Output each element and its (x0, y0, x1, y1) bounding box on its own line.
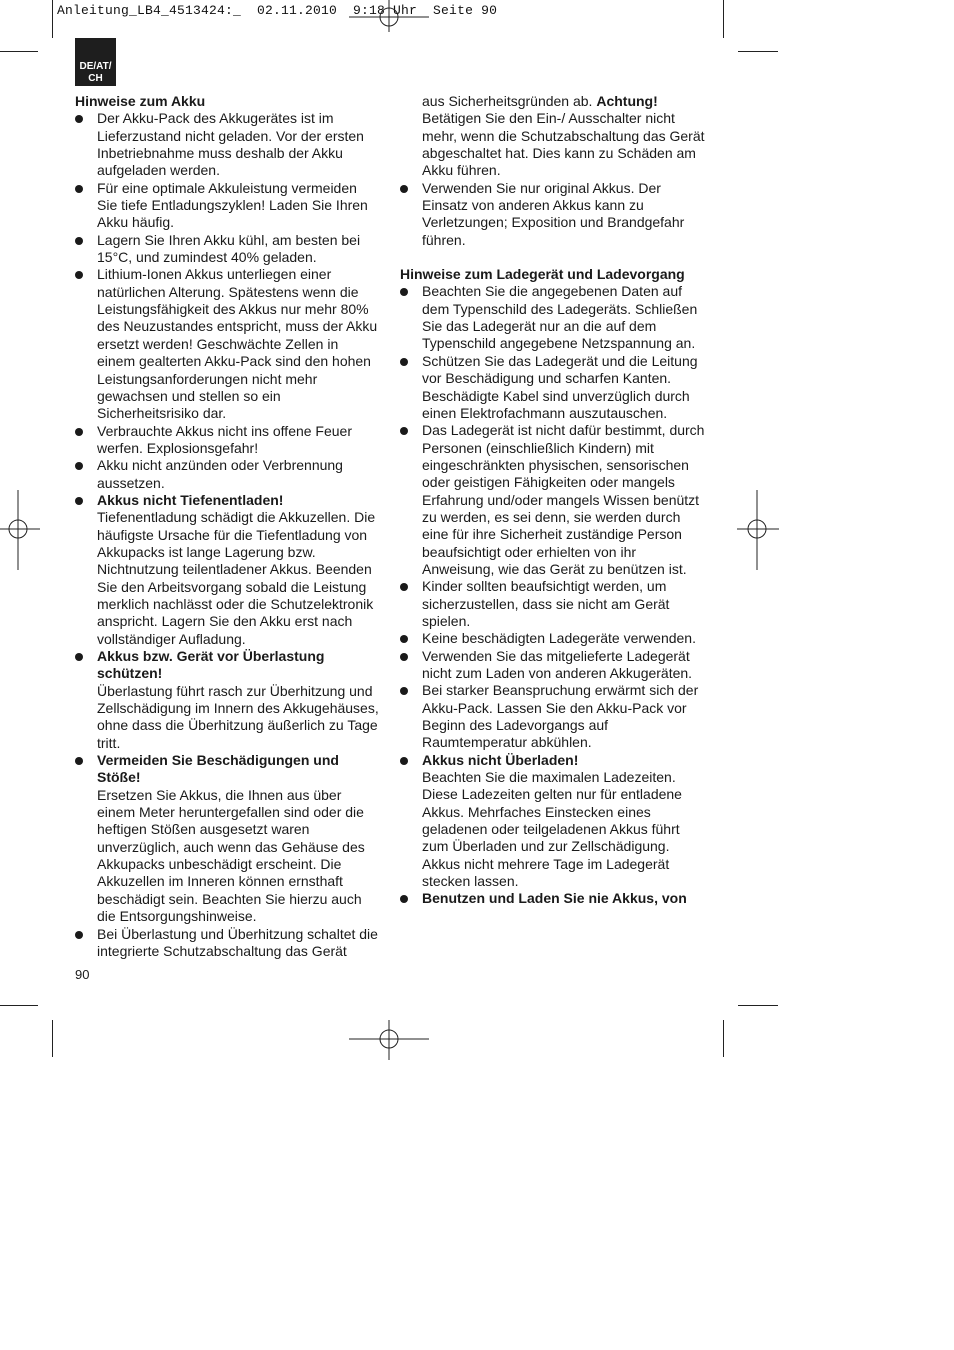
bullet-icon (400, 358, 408, 366)
list-item (400, 180, 705, 249)
list-item (400, 682, 705, 751)
bullet-icon (75, 757, 83, 765)
list-item-title: Akkus bzw. Gerät vor Überlastung schützen! (97, 648, 325, 682)
list-item-text: Verwenden Sie das mitgelieferte Ladegerät nicht zum Laden von anderen Akkugeräten. (422, 647, 693, 681)
list-item-title: Akkus nicht Tiefenentladen! (97, 491, 284, 508)
list-item (400, 353, 705, 422)
list-item-text: Überlastung führt rasch zur Überhitzung und Zellschädigung im Innern des Akkugehäuses, ohne dass die Überhitzung äußerlich zu Tage tritt. (97, 682, 379, 751)
continued-text-start: aus Sicherheitsgründen ab. (422, 93, 597, 109)
registration-mark-icon (0, 490, 40, 570)
section-heading-ladegeraet: Hinweise zum Ladegerät und Ladevorgang (400, 266, 685, 283)
bullet-icon (400, 687, 408, 695)
bullet-icon (75, 428, 83, 436)
bullet-icon (400, 427, 408, 435)
crop-mark (723, 1020, 724, 1057)
list-item (400, 890, 705, 907)
bullet-icon (75, 462, 83, 470)
charger-notes-list (400, 283, 705, 907)
bullet-icon (75, 497, 83, 505)
list-item-text: Bei Überlastung und Überhitzung schaltet die integrierte Schutzabschaltung das Gerät (97, 925, 378, 959)
crop-mark (0, 51, 38, 52)
list-item-text: Ersetzen Sie Akkus, die Ihnen aus über einem Meter heruntergefallen sind oder die heftigen Stößen ausgesetzt waren unverzüglich, auch wenn das Gehäuse des Akkupacks unbeschädigt erscheint. Die Akkuzellen im Inneren können ernsthaft beschädigt sein. Beachten Sie hierzu auch die Entsorgungshinweise. (97, 786, 365, 925)
list-item (400, 648, 705, 683)
bullet-icon (75, 653, 83, 661)
list-item (400, 578, 705, 630)
list-item-text: Schützen Sie das Ladegerät und die Leitung vor Beschädigung und scharfen Kanten. Beschädigte Kabel sind unverzüglich durch einen Elektrofachmann auszutauschen. (422, 352, 698, 421)
bullet-icon (75, 931, 83, 939)
list-item-text: Bei starker Beanspruchung erwärmt sich der Akku-Pack. Lassen Sie den Akku-Pack vor Beginn des Ladevorgangs auf Raumtemperatur abkühlen. (422, 682, 699, 751)
crop-mark (52, 1020, 53, 1057)
continued-text-end: Betätigen Sie den Ein-/ Ausschalter nicht mehr, wenn die Schutzabschaltung das Gerät abgeschaltet hat. Dies kann zu Schäden am Akku führen. (422, 110, 705, 179)
list-item (75, 232, 380, 267)
bullet-icon (400, 635, 408, 643)
crop-mark (738, 51, 778, 52)
bullet-icon (75, 271, 83, 279)
list-item-title: Vermeiden Sie Beschädigungen und Stöße! (97, 752, 339, 786)
warning-label: Achtung! (596, 93, 658, 109)
crop-mark (723, 0, 724, 38)
list-item-text: Lagern Sie Ihren Akku kühl, am besten bei 15°C, und zumindest 40% geladen. (97, 231, 361, 266)
list-item-text: Keine beschädigten Ladegeräte verwenden. (422, 630, 696, 647)
list-item-text: Kinder sollten beaufsichtigt werden, um sicherzustellen, dass sie nicht am Gerät spielen. (422, 578, 670, 629)
print-slug: Anleitung_LB4_4513424:_ 02.11.2010 9:18 Uhr Seite 90 (57, 3, 498, 18)
list-item-text: Verbrauchte Akkus nicht ins offene Feuer werfen. Explosionsgefahr! (97, 422, 353, 456)
list-item-title: Benutzen und Laden Sie nie Akkus, von (422, 890, 687, 907)
list-item (75, 457, 380, 492)
bullet-icon (400, 757, 408, 765)
list-item (75, 423, 380, 458)
akku-notes-list (75, 110, 380, 960)
bullet-icon (400, 895, 408, 903)
list-item (75, 492, 380, 648)
list-item (75, 180, 380, 232)
list-item (75, 752, 380, 925)
right-column (400, 93, 705, 908)
bullet-icon (400, 653, 408, 661)
list-item (75, 926, 380, 961)
list-item-text: Beachten Sie die angegebenen Daten auf dem Typenschild des Ladegeräts. Schließen Sie das Ladegerät nur an die auf dem Typenschild angegebene Netzspannung an. (422, 283, 698, 352)
registration-mark-icon (349, 1020, 429, 1060)
registration-mark-icon (349, 0, 429, 32)
list-item-text: Für eine optimale Akkuleistung vermeiden Sie tiefe Entladungszyklen! Laden Sie Ihren Akku häufig. (97, 179, 368, 231)
bullet-icon (75, 115, 83, 123)
list-item (400, 283, 705, 352)
list-item-title: Akkus nicht Überladen! (422, 751, 579, 768)
list-item (75, 648, 380, 752)
bullet-icon (400, 583, 408, 591)
list-item (400, 422, 705, 578)
bullet-icon (75, 185, 83, 193)
language-badge-line: DE/AT/ (79, 61, 112, 72)
registration-mark-icon (737, 490, 779, 570)
bullet-icon (75, 237, 83, 245)
language-badge-line: CH (88, 73, 103, 84)
list-item-text: Akku nicht anzünden oder Verbrennung aussetzen. (97, 457, 343, 491)
left-column (75, 93, 380, 960)
crop-mark (0, 1005, 38, 1006)
crop-mark (738, 1005, 778, 1006)
list-item (75, 110, 380, 179)
section-heading-akku: Hinweise zum Akku (75, 93, 206, 109)
list-item-text: Das Ladegerät ist nicht dafür bestimmt, durch Personen (einschließlich Kindern) mit eingeschränkten physischen, sensorischen oder geistigen Fähigkeiten oder mangels Erfahrung und/oder mangels Wissen benützt zu werden, es sei denn, sie werden durch eine für ihre Sicherheit zuständige Person beaufsichtigt oder erhielten von ihr Anweisung, wie das Gerät zu benützen ist. (422, 422, 705, 577)
list-item (400, 752, 705, 891)
crop-mark (52, 0, 53, 38)
list-item (400, 630, 705, 647)
akku-notes-list-continued (400, 180, 705, 249)
language-badge (75, 38, 116, 86)
list-item (75, 266, 380, 422)
bullet-icon (400, 185, 408, 193)
list-item-text: Der Akku-Pack des Akkugerätes ist im Lieferzustand nicht geladen. Vor der ersten Inbetriebnahme muss deshalb der Akku aufgeladen werden. (97, 110, 364, 179)
page-number: 90 (75, 967, 90, 982)
continued-text (400, 93, 705, 180)
list-item-text: Beachten Sie die maximalen Ladezeiten. Diese Ladezeiten gelten nur für entladene Akkus. Mehrfaches Einstecken eines geladenen oder teilgeladenen Akkus führt zum Überladen und zur Zellschädigung. Akkus nicht mehrere Tage im Ladegerät stecken lassen. (422, 769, 682, 890)
list-item-text: Tiefenentladung schädigt die Akkuzellen. Die häufigste Ursache für die Tiefentladung von Akkupacks ist lange Lagerung bzw. Nichtnutzung teilentladener Akkus. Beenden Sie den Arbeitsvorgang sobald die Leistung merklich nachlässt oder die Schutzelektronik anspricht. Lagern Sie den Akku erst nach vollständiger Aufladung. (97, 509, 376, 647)
list-item-text: Verwenden Sie nur original Akkus. Der Einsatz von anderen Akkus kann zu Verletzungen; Exposition und Brandgefahr führen. (422, 179, 685, 248)
bullet-icon (400, 288, 408, 296)
list-item-text: Lithium-Ionen Akkus unterliegen einer natürlichen Alterung. Spätestens wenn die Leistungsfähigkeit des Akkus nur mehr 80% des Neuzustandes entspricht, muss der Akku ersetzt werden! Geschwächte Zellen in einem gealterten Akku-Pack sind den hohen Leistungsanforderungen nicht mehr gewachsen und stellen so ein Sicherheitsrisiko dar. (97, 266, 378, 422)
